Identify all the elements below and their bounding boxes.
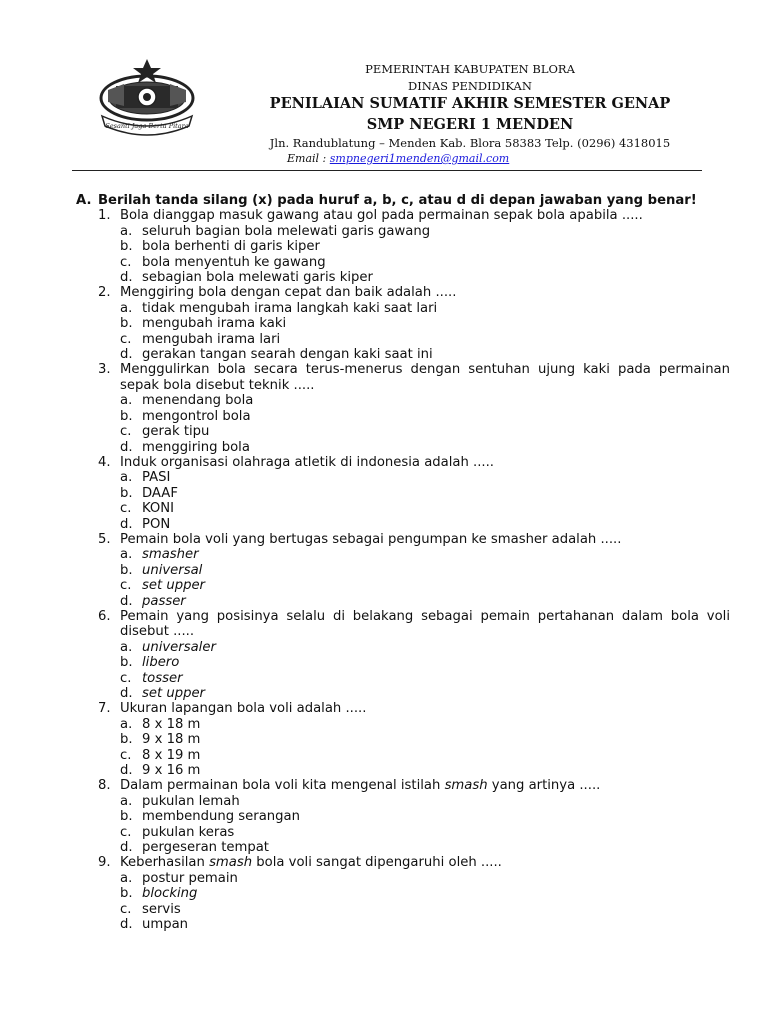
option-letter: c.: [120, 901, 132, 917]
question-text: Induk organisasi olahraga atletik di indonesia adalah .....: [120, 454, 494, 470]
answer-option[interactable]: [76, 440, 730, 455]
option-letter: b.: [120, 408, 133, 424]
answer-option[interactable]: [76, 424, 730, 439]
option-text: 8 x 18 m: [142, 716, 201, 732]
option-text: passer: [142, 593, 186, 609]
option-text: gerak tipu: [142, 424, 210, 440]
option-text: pukulan keras: [142, 824, 235, 840]
option-letter: c.: [120, 747, 132, 763]
question-6: [76, 609, 730, 640]
instruction-text: Berilah tanda silang (x) pada huruf a, b, c, atau d di depan jawaban yang benar!: [98, 193, 697, 208]
email-link[interactable]: smpnegeri1menden@gmail.com: [329, 152, 510, 165]
option-text: bola berhenti di garis kiper: [142, 239, 320, 255]
option-text: gerakan tangan searah dengan kaki saat ini: [142, 347, 433, 363]
question-number: 9.: [98, 855, 111, 871]
answer-option[interactable]: [76, 840, 730, 855]
answer-option[interactable]: [76, 594, 730, 609]
answer-option[interactable]: [76, 517, 730, 532]
option-text: 9 x 18 m: [142, 732, 201, 748]
option-letter: a.: [120, 300, 133, 316]
option-letter: b.: [120, 809, 133, 825]
answer-option[interactable]: [76, 686, 730, 701]
option-letter: a.: [120, 870, 133, 886]
answer-option[interactable]: [76, 255, 730, 270]
question-number: 6.: [98, 608, 111, 624]
option-letter: c.: [120, 670, 132, 686]
question-text: Ukuran lapangan bola voli adalah .....: [120, 701, 367, 717]
answer-option[interactable]: [76, 501, 730, 516]
school-name: SMP NEGERI 1 MENDEN: [366, 116, 574, 133]
exam-title: PENILAIAN SUMATIF AKHIR SEMESTER GENAP: [269, 95, 671, 112]
question-text: Bola dianggap masuk gawang atau gol pada permainan sepak bola apabila .....: [120, 208, 643, 224]
question-5: [76, 532, 730, 547]
option-letter: c.: [120, 331, 132, 347]
option-text: mengubah irama kaki: [142, 316, 287, 332]
option-letter: d.: [120, 347, 133, 363]
question-text: Keberhasilan: [120, 855, 210, 871]
answer-option[interactable]: [76, 486, 730, 501]
question-text: Dalam permainan bola voli kita mengenal istilah: [120, 778, 445, 794]
email-label: Email :: [287, 152, 330, 165]
option-letter: b.: [120, 562, 133, 578]
option-letter: a.: [120, 793, 133, 809]
option-letter: d.: [120, 439, 133, 455]
option-text: bola menyentuh ke gawang: [142, 254, 326, 270]
question-7: [76, 701, 730, 716]
option-text: mengontrol bola: [142, 408, 251, 424]
option-letter: d.: [120, 270, 133, 286]
option-text: tidak mengubah irama langkah kaki saat lari: [142, 300, 438, 316]
option-letter: b.: [120, 316, 133, 332]
option-text: blocking: [142, 886, 198, 902]
answer-option[interactable]: [76, 393, 730, 408]
option-text: KONI: [142, 501, 175, 517]
answer-option[interactable]: [76, 224, 730, 239]
option-letter: a.: [120, 223, 133, 239]
answer-option[interactable]: [76, 316, 730, 331]
option-letter: d.: [120, 516, 133, 532]
department-name: DINAS PENDIDIKAN: [408, 79, 532, 93]
answer-option[interactable]: [76, 671, 730, 686]
option-text: sebagian bola melewati garis kiper: [142, 270, 373, 286]
question-number: 2.: [98, 285, 111, 301]
option-text: PASI: [142, 470, 171, 486]
option-text: 8 x 19 m: [142, 747, 201, 763]
option-text: universal: [142, 562, 203, 578]
question-text-end: bola voli sangat dipengaruhi oleh .....: [252, 855, 502, 871]
option-text: smasher: [142, 547, 199, 563]
option-text: libero: [142, 655, 180, 671]
question-term: smash: [209, 855, 253, 871]
question-1: [76, 208, 730, 223]
question-number: 1.: [98, 208, 111, 224]
option-letter: c.: [120, 578, 132, 594]
answer-option[interactable]: [76, 871, 730, 886]
option-text: universaler: [142, 639, 216, 655]
option-letter: a.: [120, 393, 133, 409]
blora-regency-emblem-icon: [96, 56, 198, 140]
question-4: [76, 455, 730, 470]
option-letter: a.: [120, 716, 133, 732]
option-letter: d.: [120, 917, 133, 933]
answer-option[interactable]: [76, 886, 730, 901]
option-text: membendung serangan: [142, 809, 300, 825]
answer-option[interactable]: [76, 655, 730, 670]
option-text: menggiring bola: [142, 439, 250, 455]
answer-option[interactable]: [76, 732, 730, 747]
question-text: Menggiring bola dengan cepat dan baik adalah .....: [120, 285, 457, 301]
answer-option[interactable]: [76, 301, 730, 316]
question-number: 8.: [98, 778, 111, 794]
answer-option[interactable]: [76, 748, 730, 763]
answer-option[interactable]: [76, 239, 730, 254]
question-text: Menggulirkan bola secara terus-menerus dengan sentuhan ujung kaki pada permainan sepak bola disebut teknik .....: [120, 362, 730, 393]
option-letter: c.: [120, 501, 132, 517]
question-text: Pemain yang posisinya selalu di belakang sebagai pemain pertahanan dalam bola voli disebut .....: [120, 608, 730, 640]
option-text: pergeseran tempat: [142, 840, 269, 856]
question-number: 7.: [98, 701, 111, 717]
option-text: umpan: [142, 917, 189, 933]
option-letter: a.: [120, 470, 133, 486]
question-text-end: yang artinya .....: [487, 778, 601, 794]
logo-motto: Sesanti Jaga Berta Pitara: [105, 122, 189, 130]
option-letter: c.: [120, 824, 132, 840]
option-letter: c.: [120, 254, 132, 270]
section-marker: A.: [76, 193, 92, 208]
option-letter: b.: [120, 886, 133, 902]
option-text: mengubah irama lari: [142, 331, 281, 347]
answer-option[interactable]: [76, 409, 730, 424]
option-text: tosser: [142, 670, 183, 686]
question-number: 3.: [98, 362, 111, 378]
question-8: [76, 778, 730, 793]
option-letter: c.: [120, 424, 132, 440]
answer-option[interactable]: [76, 917, 730, 932]
question-9: [76, 855, 730, 870]
question-3: [76, 362, 730, 393]
option-letter: b.: [120, 239, 133, 255]
option-text: 9 x 16 m: [142, 763, 201, 779]
answer-option[interactable]: [76, 640, 730, 655]
option-text: pukulan lemah: [142, 793, 240, 809]
question-text: Pemain bola voli yang bertugas sebagai pengumpan ke smasher adalah .....: [120, 531, 622, 547]
option-text: set upper: [142, 686, 205, 701]
answer-option[interactable]: [76, 717, 730, 732]
option-text: servis: [142, 901, 181, 917]
question-term: smash: [444, 778, 488, 794]
school-address: Jln. Randublatung – Menden Kab. Blora 58383 Telp. (0296) 4318015: [269, 136, 671, 150]
option-letter: b.: [120, 485, 133, 501]
section-instruction: [76, 193, 730, 208]
question-2: [76, 285, 730, 300]
header-divider: [72, 170, 702, 171]
option-letter: d.: [120, 593, 133, 609]
option-text: seluruh bagian bola melewati garis gawang: [142, 223, 431, 239]
question-list: [76, 193, 730, 933]
answer-option[interactable]: [76, 578, 730, 593]
answer-option[interactable]: [76, 563, 730, 578]
answer-option[interactable]: [76, 470, 730, 485]
option-letter: a.: [120, 547, 133, 563]
answer-option[interactable]: [76, 547, 730, 562]
option-letter: a.: [120, 639, 133, 655]
questions: [76, 208, 730, 932]
answer-option[interactable]: [76, 825, 730, 840]
option-text: PON: [142, 516, 171, 532]
question-number: 4.: [98, 454, 111, 470]
option-text: set upper: [142, 578, 205, 594]
email-line: [287, 152, 509, 165]
answer-option[interactable]: [76, 347, 730, 362]
option-letter: b.: [120, 732, 133, 748]
answer-option[interactable]: [76, 902, 730, 917]
option-text: postur pemain: [142, 870, 238, 886]
answer-option[interactable]: [76, 270, 730, 285]
option-letter: d.: [120, 763, 133, 779]
option-text: DAAF: [142, 485, 178, 501]
question-number: 5.: [98, 531, 111, 547]
answer-option[interactable]: [76, 794, 730, 809]
option-letter: b.: [120, 655, 133, 671]
answer-option[interactable]: [76, 763, 730, 778]
answer-option[interactable]: [76, 809, 730, 824]
option-letter: d.: [120, 840, 133, 856]
option-letter: d.: [120, 686, 133, 701]
option-text: menendang bola: [142, 393, 254, 409]
government-name: PEMERINTAH KABUPATEN BLORA: [365, 62, 575, 76]
answer-option[interactable]: [76, 332, 730, 347]
